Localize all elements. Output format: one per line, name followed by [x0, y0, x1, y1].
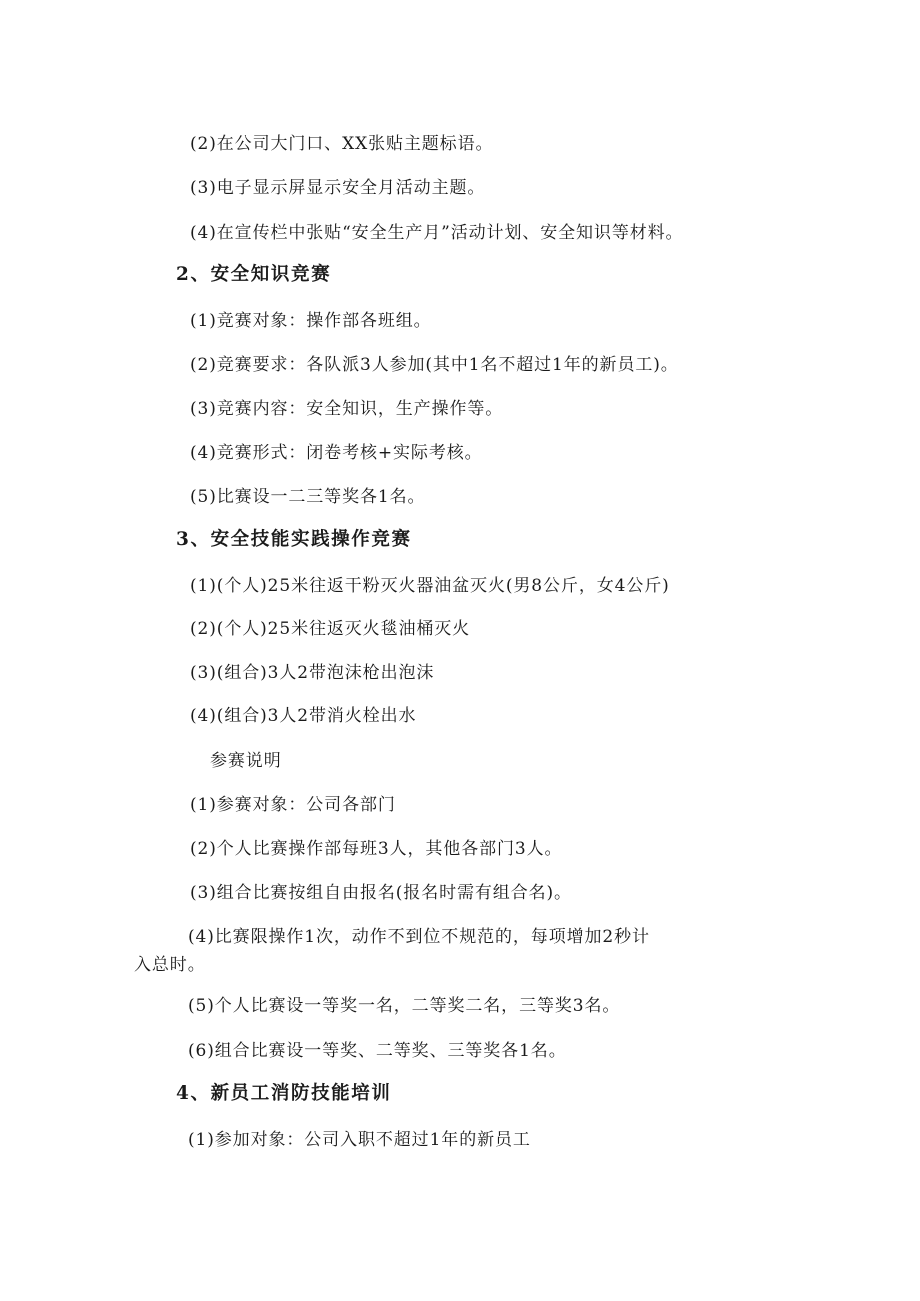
section3-item-2: (2)(个人)25米往返灭火毯油桶灭火: [190, 619, 471, 639]
section2-item-5: (5)比赛设一二三等奖各1名。: [190, 487, 426, 507]
section3-note-4-continued: 入总时。: [134, 955, 206, 975]
section3-item-3: (3)(组合)3人2带泡沫枪出泡沫: [190, 663, 435, 683]
section3-notes-title: 参赛说明: [210, 751, 282, 771]
section3-note-4: (4)比赛限操作1次，动作不到位不规范的，每项增加2秒计: [188, 927, 650, 947]
section3-item-4: (4)(组合)3人2带消火栓出水: [190, 706, 417, 726]
section1-item-4: (4)在宣传栏中张贴“安全生产月”活动计划、安全知识等材料。: [190, 223, 684, 243]
section2-heading: 2、安全知识竞赛: [176, 264, 332, 285]
section3-note-3: (3)组合比赛按组自由报名(报名时需有组合名)。: [190, 883, 572, 903]
section3-note-6: (6)组合比赛设一等奖、二等奖、三等奖各1名。: [188, 1041, 567, 1061]
section3-item-1: (1)(个人)25米往返干粉灭火器油盆灭火(男8公斤，女4公斤): [190, 576, 670, 596]
section2-item-3: (3)竞赛内容：安全知识，生产操作等。: [190, 399, 504, 419]
section3-note-1: (1)参赛对象：公司各部门: [190, 795, 396, 815]
section1-item-2: (2)在公司大门口、XX张贴主题标语。: [190, 134, 494, 154]
section3-note-5: (5)个人比赛设一等奖一名，二等奖二名，三等奖3名。: [188, 996, 621, 1016]
section4-item-1: (1)参加对象：公司入职不超过1年的新员工: [188, 1130, 531, 1150]
section3-heading: 3、安全技能实践操作竞赛: [176, 529, 412, 550]
section3-note-2: (2)个人比赛操作部每班3人，其他各部门3人。: [190, 839, 563, 859]
section2-item-2: (2)竞赛要求：各队派3人参加(其中1名不超过1年的新员工)。: [190, 355, 679, 375]
section1-item-3: (3)电子显示屏显示安全月活动主题。: [190, 178, 486, 198]
section4-heading: 4、新员工消防技能培训: [176, 1083, 392, 1104]
section2-item-1: (1)竞赛对象：操作部各班组。: [190, 311, 432, 331]
section2-item-4: (4)竞赛形式：闭卷考核+实际考核。: [190, 443, 483, 463]
